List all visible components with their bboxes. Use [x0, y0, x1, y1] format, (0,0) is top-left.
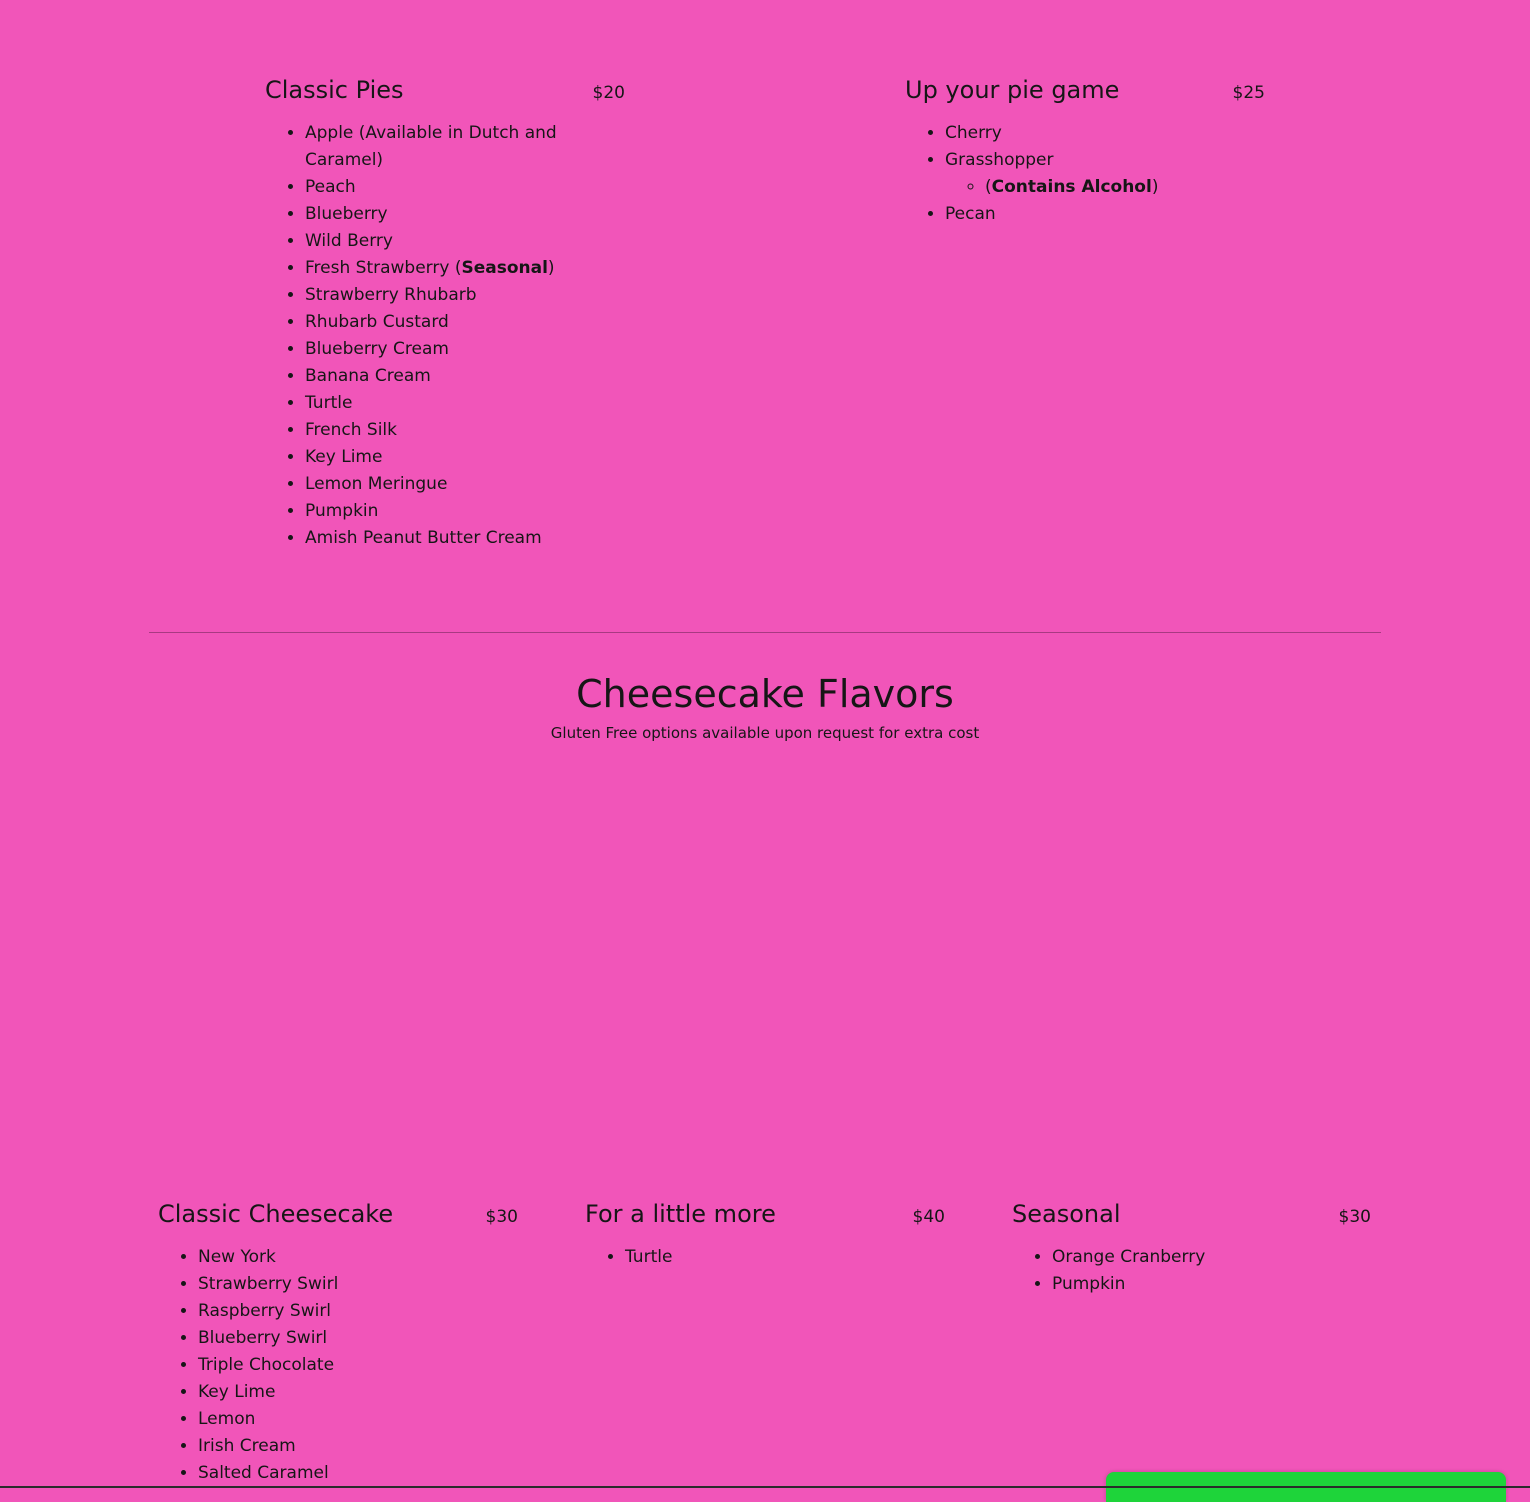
list-item: • Turtle	[625, 1244, 945, 1271]
seasonal-cheesecake-header	[1012, 1200, 1371, 1228]
list-item: • Pumpkin	[1052, 1271, 1371, 1298]
premium-pies-header	[905, 76, 1265, 104]
sub-list	[945, 174, 1265, 201]
list-item: • Key Lime	[305, 444, 565, 471]
section-divider	[149, 632, 1381, 633]
classic-pies-list	[265, 120, 565, 552]
list-item: • Lemon Meringue	[305, 471, 565, 498]
cheesecake-section-subtitle: Gluten Free options available upon request for extra cost	[550, 724, 980, 742]
list-item: • Irish Cream	[198, 1433, 518, 1460]
list-item: • Triple Chocolate	[198, 1352, 518, 1379]
premium-cheesecake-title: For a little more	[585, 1200, 776, 1228]
list-item: • French Silk	[305, 417, 565, 444]
note-close: )	[1151, 177, 1159, 197]
list-item-text: Fresh Strawberry (	[305, 258, 462, 278]
list-item: • Raspberry Swirl	[198, 1298, 518, 1325]
seasonal-cheesecake-price: $30	[1338, 1207, 1371, 1227]
list-item: • Peach	[305, 174, 565, 201]
note-open: (	[985, 177, 992, 197]
list-item: • Orange Cranberry	[1052, 1244, 1371, 1271]
list-item: • Banana Cream	[305, 363, 565, 390]
classic-cheesecake-list	[158, 1244, 518, 1487]
classic-pies-price: $20	[592, 83, 625, 103]
premium-cheesecake-list	[585, 1244, 945, 1271]
list-item: • Turtle	[305, 390, 565, 417]
seasonal-cheesecake-menu	[1012, 1200, 1371, 1298]
list-item: • Amish Peanut Butter Cream	[305, 525, 565, 552]
contains-alcohol-label: Contains Alcohol	[991, 177, 1152, 197]
premium-cheesecake-menu	[585, 1200, 945, 1271]
list-item: • Cherry	[945, 120, 1265, 147]
classic-pies-menu	[265, 76, 625, 552]
list-item-text: Grasshopper	[945, 150, 1054, 170]
premium-cheesecake-header	[585, 1200, 945, 1228]
list-item: • Lemon	[198, 1406, 518, 1433]
cheesecake-section-title: Cheesecake Flavors	[576, 672, 954, 716]
list-item	[305, 255, 565, 282]
list-item: • Blueberry Swirl	[198, 1325, 518, 1352]
list-item	[945, 147, 1265, 201]
alcohol-note	[985, 174, 1265, 201]
list-item: • Pecan	[945, 201, 1265, 228]
close-paren: )	[547, 258, 555, 278]
list-item: • Rhubarb Custard	[305, 309, 565, 336]
premium-cheesecake-price: $40	[912, 1207, 945, 1227]
classic-cheesecake-header	[158, 1200, 518, 1228]
premium-pies-list	[905, 120, 1265, 228]
list-item: • Strawberry Swirl	[198, 1271, 518, 1298]
seasonal-cheesecake-title: Seasonal	[1012, 1200, 1121, 1228]
list-item: • Salted Caramel	[198, 1460, 518, 1487]
premium-pies-price: $25	[1232, 83, 1265, 103]
list-item: • Strawberry Rhubarb	[305, 282, 565, 309]
list-item: • Key Lime	[198, 1379, 518, 1406]
list-item: • Wild Berry	[305, 228, 565, 255]
list-item: • New York	[198, 1244, 518, 1271]
premium-pies-title: Up your pie game	[905, 76, 1120, 104]
premium-pies-menu	[905, 76, 1265, 228]
list-item: • Apple (Available in Dutch and Caramel)	[305, 120, 565, 174]
list-item: • Pumpkin	[305, 498, 565, 525]
classic-cheesecake-title: Classic Cheesecake	[158, 1200, 394, 1228]
classic-cheesecake-menu	[158, 1200, 518, 1487]
seasonal-cheesecake-list	[1012, 1244, 1371, 1298]
classic-pies-header	[265, 76, 625, 104]
list-item: • Blueberry Cream	[305, 336, 565, 363]
list-item: • Blueberry	[305, 201, 565, 228]
classic-cheesecake-price: $30	[485, 1207, 518, 1227]
classic-pies-title: Classic Pies	[265, 76, 404, 104]
seasonal-label: Seasonal	[461, 258, 548, 278]
